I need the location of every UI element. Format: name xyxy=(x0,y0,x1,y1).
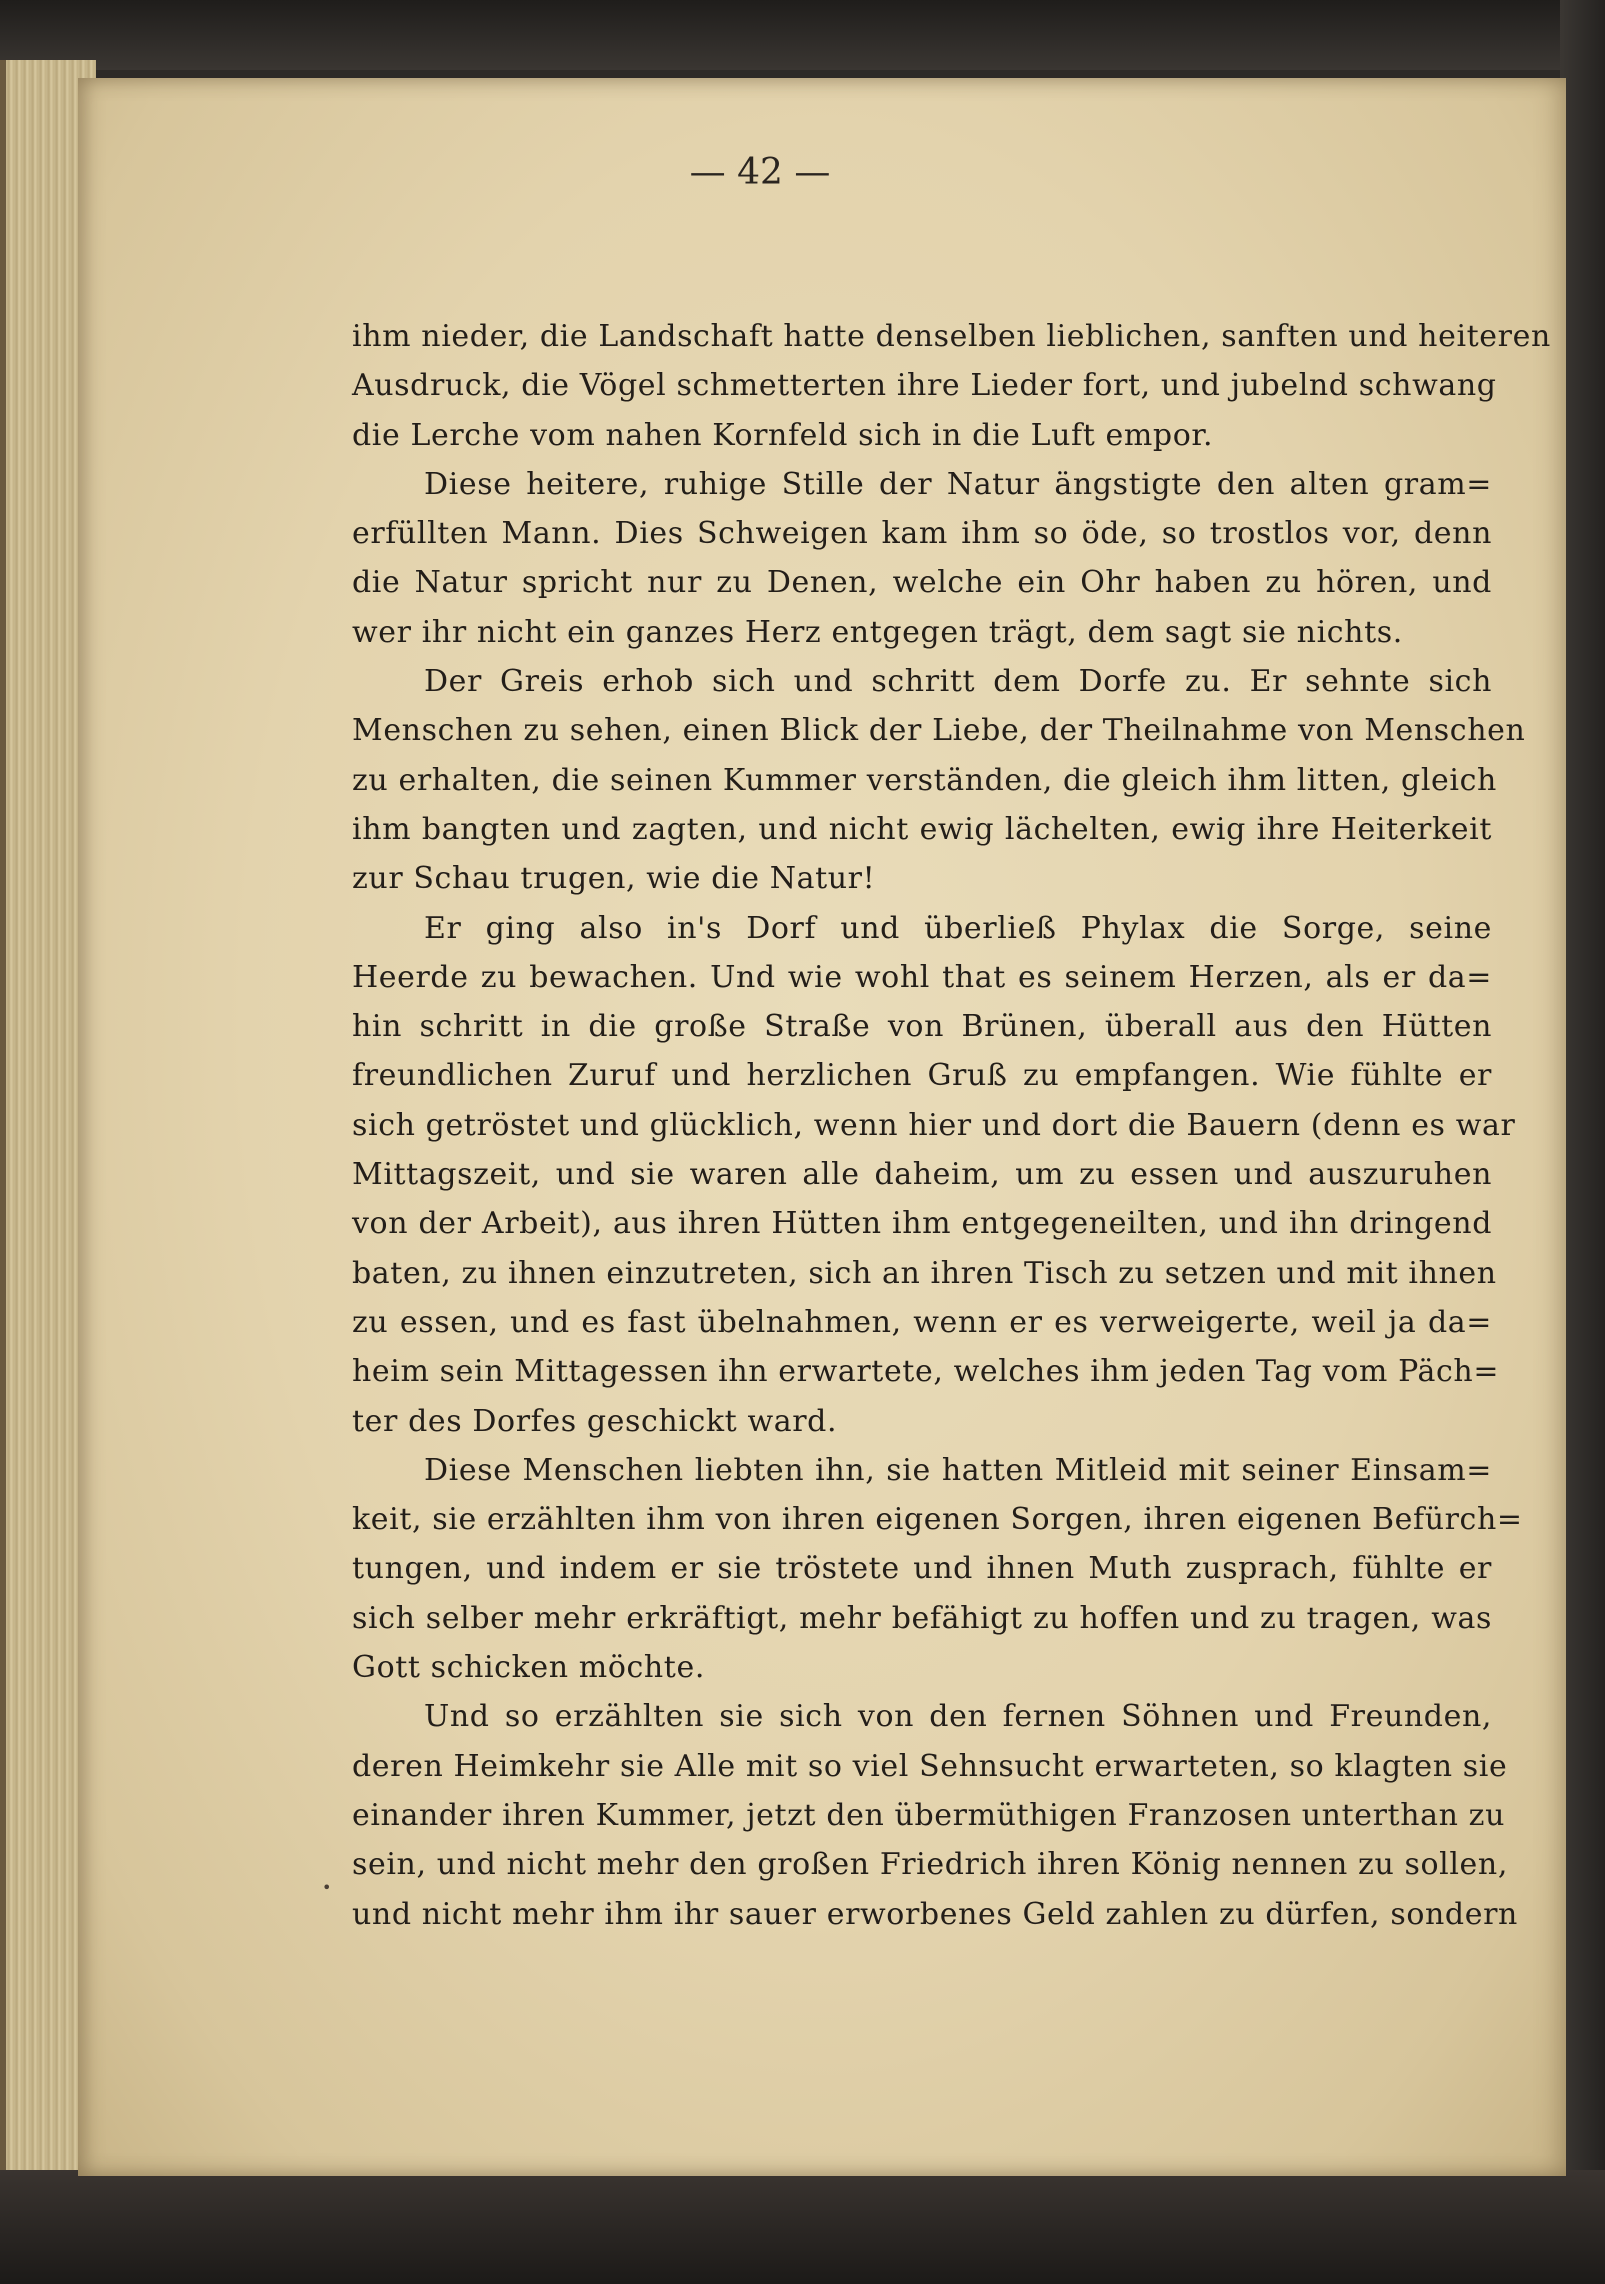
text-line: zu erhalten, die seinen Kummer verständen, die gleich ihm litten, gleich xyxy=(352,762,1497,798)
text-line: sein, und nicht mehr den großen Friedrich ihren König nennen zu sollen, xyxy=(352,1847,1508,1883)
text-line: tungen, und indem er sie tröstete und ihnen Muth zusprach, fühlte er xyxy=(352,1551,1492,1587)
text-line: zu essen, und es fast übelnahmen, wenn er es verweigerte, weil ja da= xyxy=(352,1304,1492,1340)
text-line: sich selber mehr erkräftigt, mehr befähigt zu hoffen und zu tragen, was xyxy=(352,1600,1492,1636)
text-line: freundlichen Zuruf und herzlichen Gruß zu empfangen. Wie fühlte er xyxy=(352,1058,1492,1094)
text-line: und nicht mehr ihm ihr sauer erworbenes Geld zahlen zu dürfen, sondern xyxy=(352,1896,1518,1932)
text-line: Heerde zu bewachen. Und wie wohl that es seinem Herzen, als er da= xyxy=(352,959,1492,995)
text-line: zur Schau trugen, wie die Natur! xyxy=(352,861,876,897)
margin-mark: • xyxy=(322,1878,332,1897)
text-line: sich getröstet und glücklich, wenn hier und dort die Bauern (denn es war xyxy=(352,1107,1516,1143)
text-line: Mittagszeit, und sie waren alle daheim, um zu essen und auszuruhen xyxy=(352,1157,1492,1193)
text-line: deren Heimkehr sie Alle mit so viel Sehnsucht erwarteten, so klagten sie xyxy=(352,1748,1508,1784)
text-line: Der Greis erhob sich und schritt dem Dorfe zu. Er sehnte sich xyxy=(424,664,1492,700)
body-text xyxy=(352,312,1551,1939)
book-cover-top xyxy=(0,0,1605,70)
text-line: von der Arbeit), aus ihren Hütten ihm entgegeneilten, und ihn dringend xyxy=(352,1206,1492,1242)
text-line: erfüllten Mann. Dies Schweigen kam ihm so öde, so trostlos vor, denn xyxy=(352,516,1492,552)
book-cover-right xyxy=(1560,0,1605,2284)
text-line: wer ihr nicht ein ganzes Herz entgegen trägt, dem sagt sie nichts. xyxy=(352,614,1403,650)
text-line: Gott schicken möchte. xyxy=(352,1650,705,1686)
text-line: Er ging also in's Dorf und überließ Phylax die Sorge, seine xyxy=(424,910,1492,946)
text-line: ter des Dorfes geschickt ward. xyxy=(352,1403,838,1439)
text-line: Diese Menschen liebten ihn, sie hatten Mitleid mit seiner Einsam= xyxy=(424,1452,1492,1488)
text-line: heim sein Mittagessen ihn erwartete, welches ihm jeden Tag vom Päch= xyxy=(352,1354,1500,1390)
text-line: keit, sie erzählten ihm von ihren eigenen Sorgen, ihren eigenen Befürch= xyxy=(352,1502,1523,1538)
text-line: hin schritt in die große Straße von Brünen, überall aus den Hütten xyxy=(352,1009,1492,1045)
book-cover-bottom xyxy=(0,2170,1605,2284)
text-line: ihm nieder, die Landschaft hatte denselben lieblichen, sanften und heiteren xyxy=(352,319,1551,354)
text-line: einander ihren Kummer, jetzt den übermüthigen Franzosen unterthan zu xyxy=(352,1797,1505,1833)
text-line: die Lerche vom nahen Kornfeld sich in die Luft empor. xyxy=(352,417,1214,453)
text-line: Ausdruck, die Vögel schmetterten ihre Lieder fort, und jubelnd schwang xyxy=(352,368,1497,404)
text-line: ihm bangten und zagten, und nicht ewig lächelten, ewig ihre Heiterkeit xyxy=(352,811,1492,847)
text-line: Und so erzählten sie sich von den fernen Söhnen und Freunden, xyxy=(424,1699,1492,1735)
text-line: Diese heitere, ruhige Stille der Natur ängstigte den alten gram= xyxy=(424,466,1492,502)
page-number: — 42 — xyxy=(689,152,831,193)
text-line: baten, zu ihnen einzutreten, sich an ihren Tisch zu setzen und mit ihnen xyxy=(352,1255,1497,1291)
text-line: Menschen zu sehen, einen Blick der Liebe, der Theilnahme von Menschen xyxy=(352,713,1526,749)
text-line: die Natur spricht nur zu Denen, welche ein Ohr haben zu hören, und xyxy=(352,565,1492,601)
